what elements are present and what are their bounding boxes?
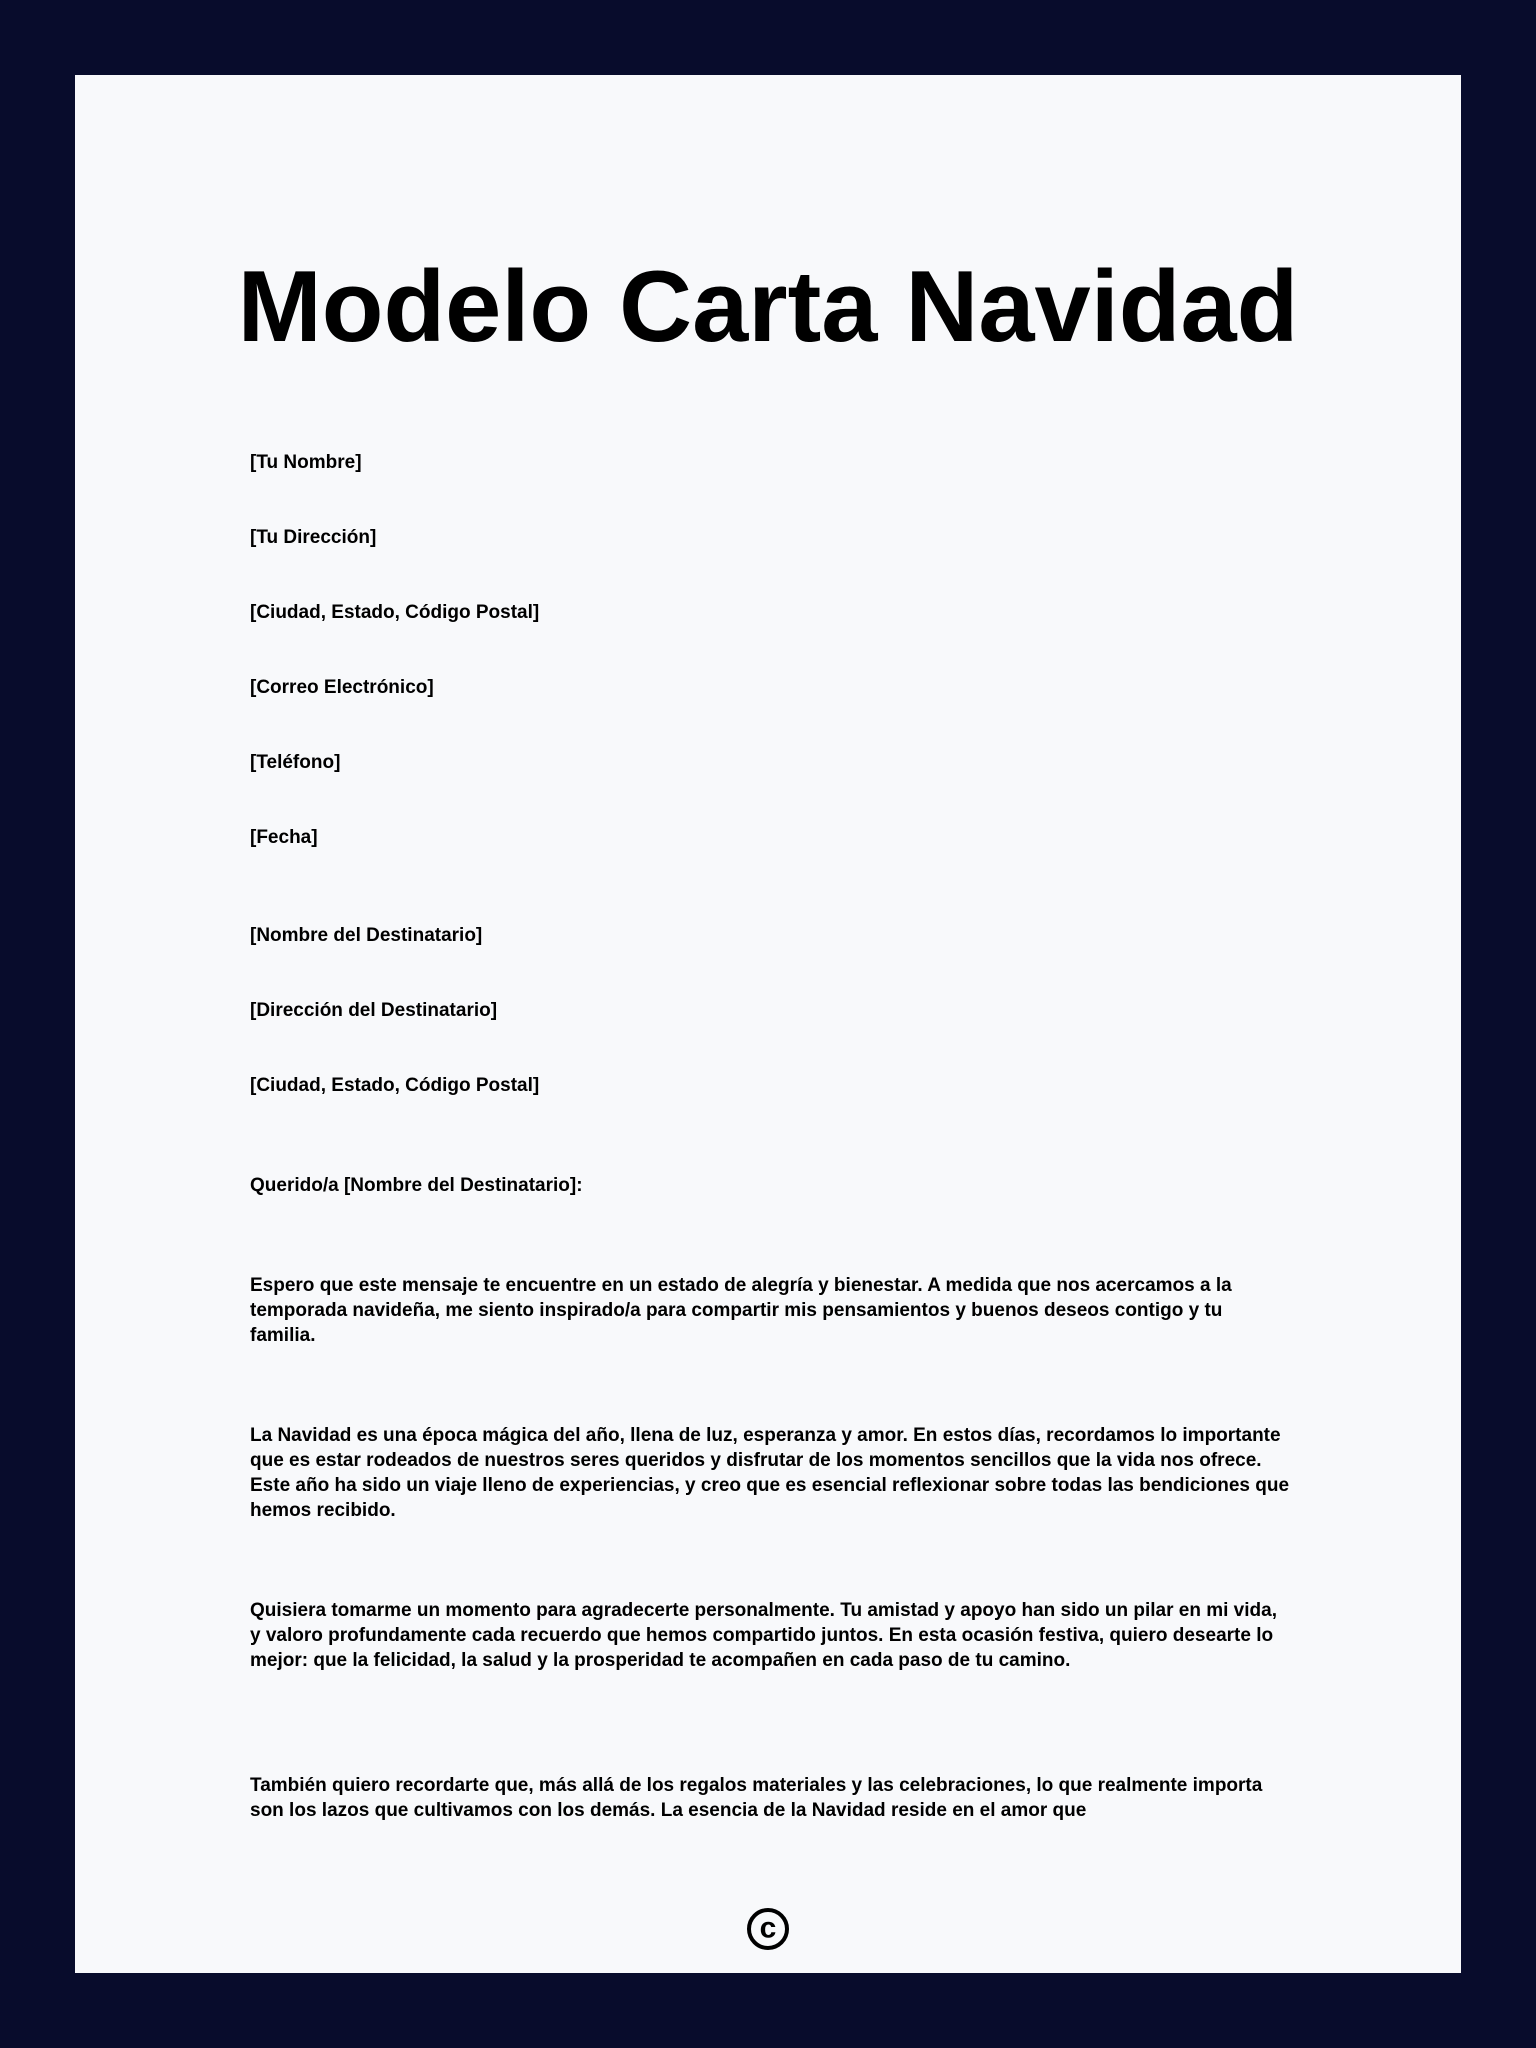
copyright-mark — [75, 1902, 1461, 1952]
recipient-name: [Nombre del Destinatario] — [250, 925, 483, 946]
paragraph-2: La Navidad es una época mágica del año, llena de luz, esperanza y amor. En estos días, recordamos lo importante que es estar rodeados de nuestros seres queridos y disfrutar de los momentos sencillos que la vida nos ofrece. Este año ha sido un viaje lleno de experiencias, y creo que es esencial reflexionar sobre todas las bendiciones que hemos recibido. — [250, 1425, 1290, 1521]
document-title: Modelo Carta Navidad — [237, 251, 1299, 363]
document-page — [75, 75, 1461, 1973]
sender-address: [Tu Dirección] — [250, 527, 377, 548]
paragraph-3: Quisiera tomarme un momento para agradecerte personalmente. Tu amistad y apoyo han sido un pilar en mi vida, y valoro profundamente cada recuerdo que hemos compartido juntos. En esta ocasión festiva, quiero desearte lo mejor: que la felicidad, la salud y la prosperidad te acompañen en cada paso de tu camino. — [250, 1600, 1277, 1671]
sender-email: [Correo Electrónico] — [250, 677, 434, 698]
salutation: Querido/a [Nombre del Destinatario]: — [250, 1175, 583, 1196]
paragraph-1: Espero que este mensaje te encuentre en un estado de alegría y bienestar. A medida que nos acercamos a la temporada navideña, me siento inspirado/a para compartir mis pensamientos y buenos deseos contigo y tu familia. — [250, 1275, 1232, 1346]
copyright-icon: c — [747, 1908, 789, 1950]
sender-phone: [Teléfono] — [250, 752, 341, 773]
sender-city: [Ciudad, Estado, Código Postal] — [250, 602, 540, 623]
paragraph-4: También quiero recordarte que, más allá de los regalos materiales y las celebraciones, lo que realmente importa son los lazos que cultivamos con los demás. La esencia de la Navidad reside en el amor que — [250, 1775, 1263, 1821]
sender-name: [Tu Nombre] — [250, 452, 362, 473]
letter-body — [250, 75, 1290, 1825]
recipient-address: [Dirección del Destinatario] — [250, 1000, 498, 1021]
recipient-city: [Ciudad, Estado, Código Postal] — [250, 1075, 540, 1096]
letter-date: [Fecha] — [250, 827, 318, 848]
